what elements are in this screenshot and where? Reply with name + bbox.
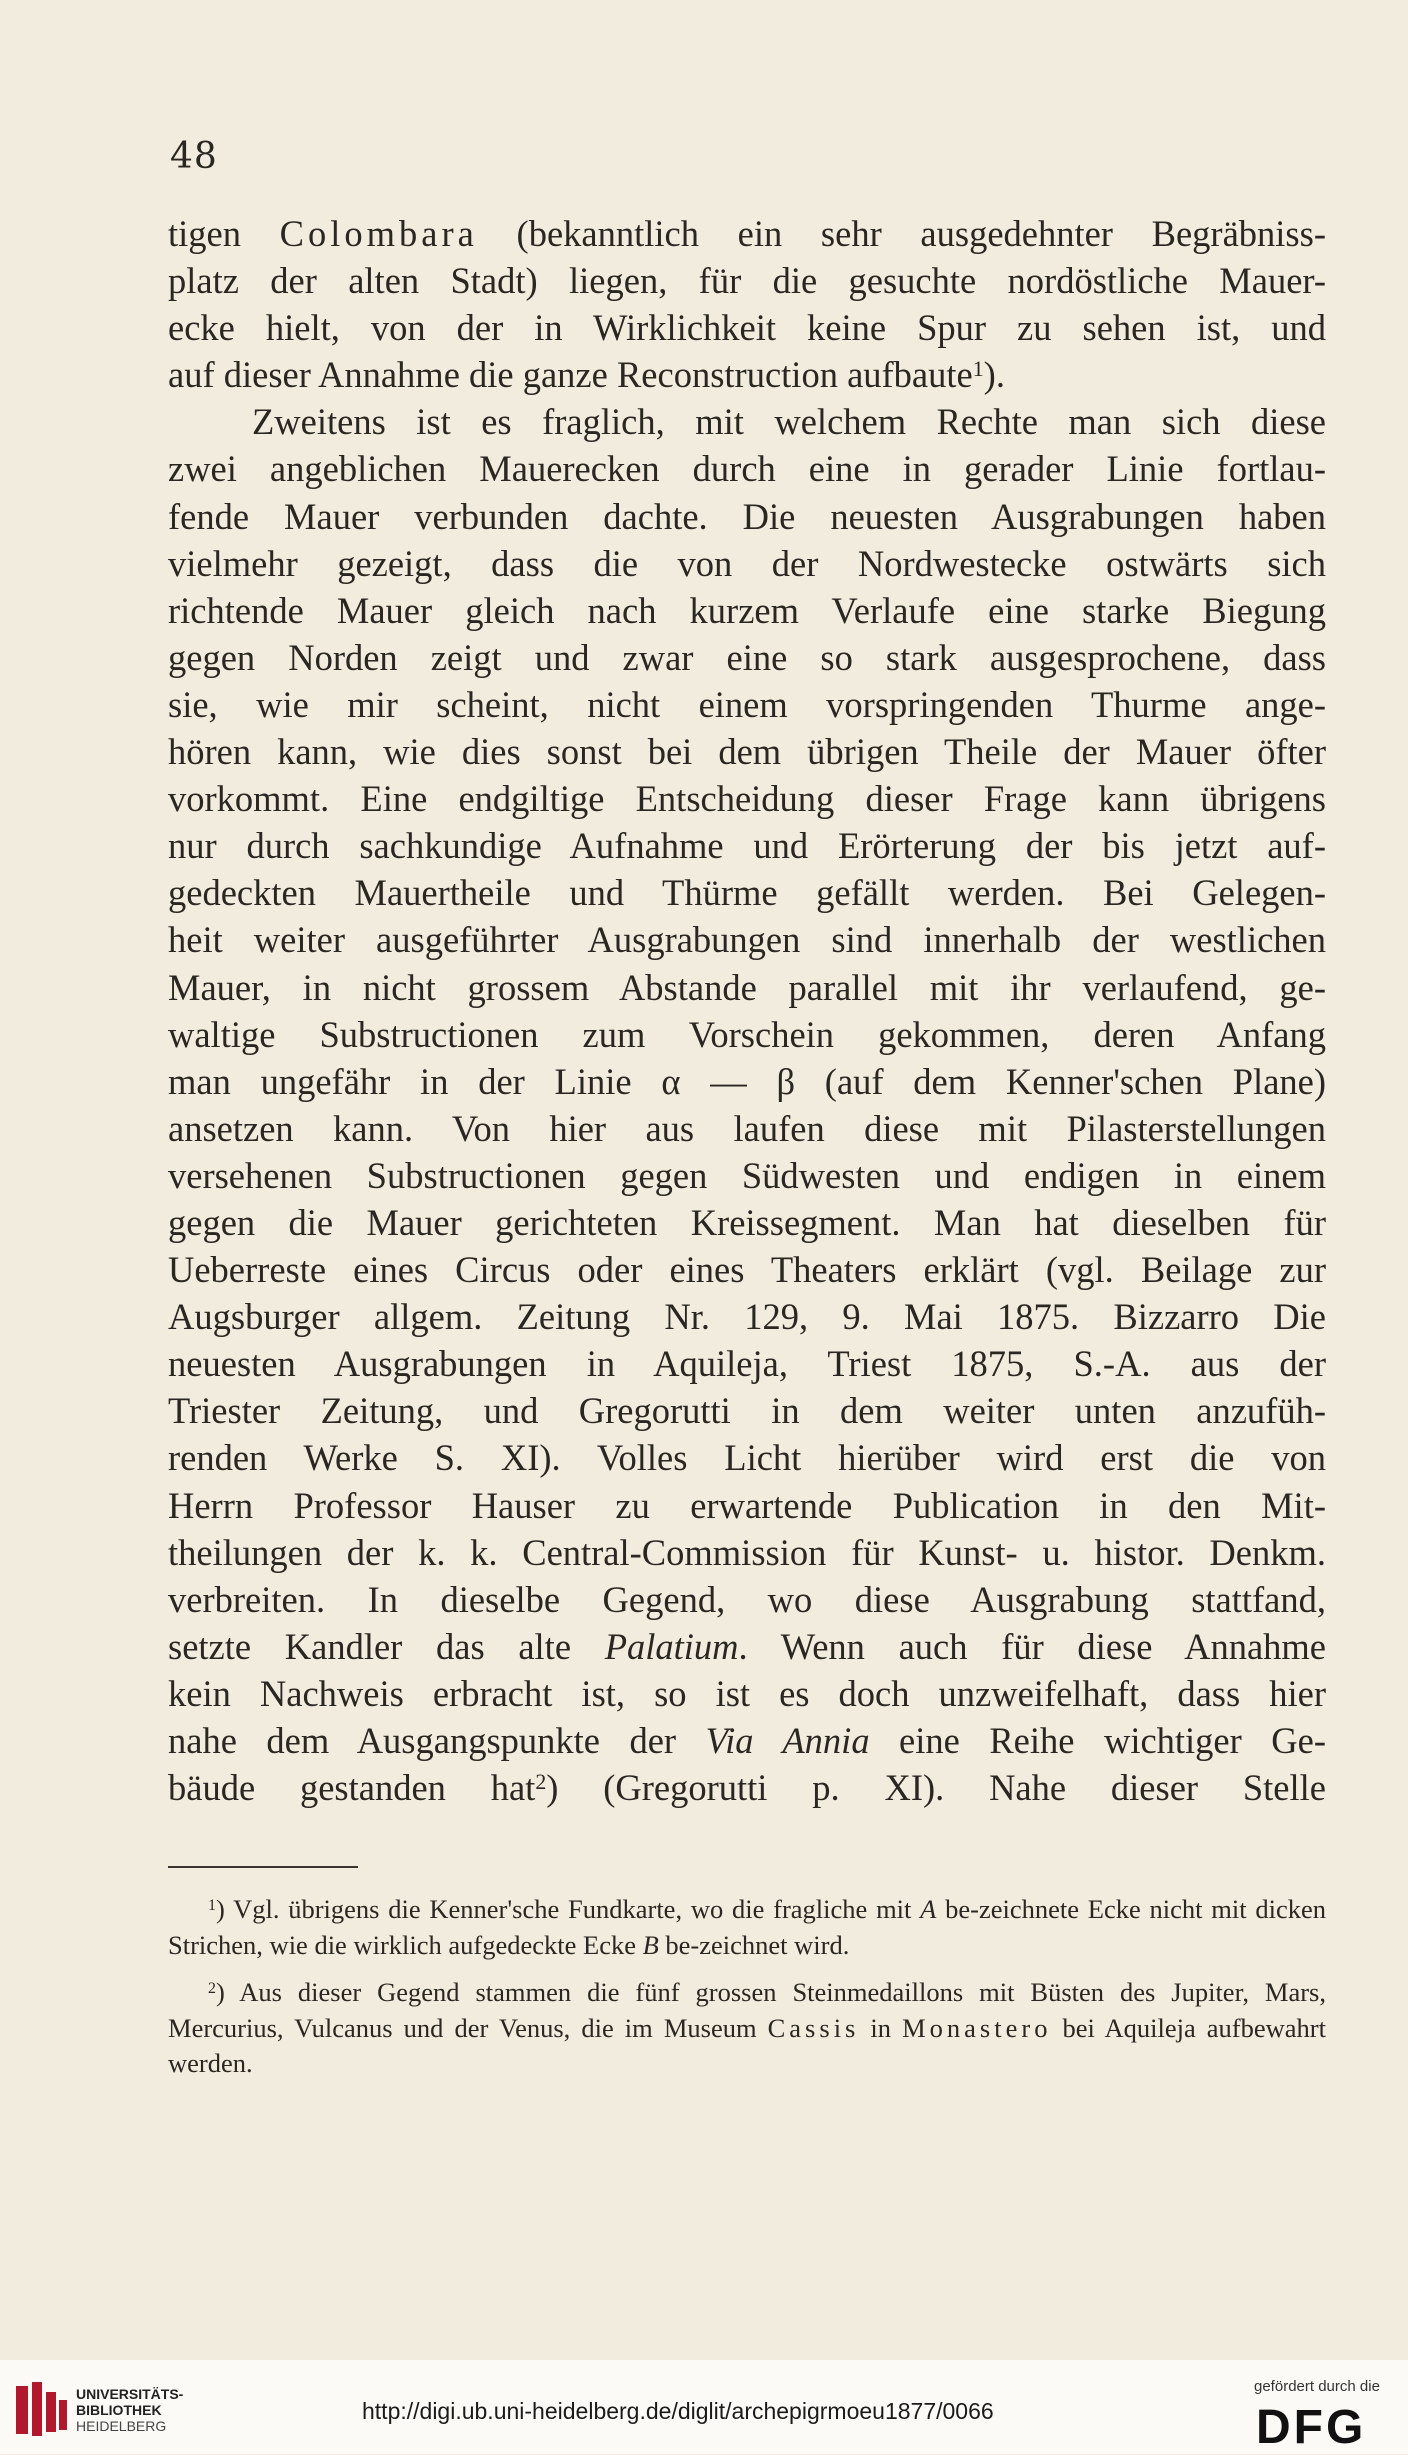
footnote-ref-1: 1 bbox=[972, 356, 984, 382]
text-line: waltige Substructionen zum Vorschein gekommen, deren Anfang bbox=[168, 1013, 1326, 1055]
text-line-last: bäude gestanden hat$^2$) (Gregorutti p. XI). Nahe dieser Stelle bbox=[168, 1767, 1326, 1809]
text-line: man ungefähr in der Linie α — β (auf dem Kenner'schen Plane) bbox=[168, 1060, 1326, 1102]
footnotes bbox=[168, 1892, 1326, 2094]
university-library-logo bbox=[12, 2378, 70, 2440]
text-line-palatium: setzte Kandler das alte Palatium. Wenn auch für diese Annahme bbox=[168, 1625, 1326, 1667]
footnote-1-mark: 1 bbox=[208, 1897, 216, 1915]
paragraph-1 bbox=[168, 210, 1326, 398]
text-line-via-annia: nahe dem Ausgangspunkte der Via Annia eine Reihe wichtiger Ge- bbox=[168, 1720, 1326, 1761]
text-line: Augsburger allgem. Zeitung Nr. 129, 9. Mai 1875. Bizzarro Die bbox=[168, 1296, 1326, 1338]
text-line: nur durch sachkundige Aufnahme und Erörterung der bis jetzt auf- bbox=[168, 825, 1326, 867]
text-line: zwei angeblichen Mauerecken durch eine in gerader Linie fortlau- bbox=[168, 448, 1326, 490]
source-url-link[interactable]: http://digi.ub.uni-heidelberg.de/diglit/archepigrmoeu1877/0066 bbox=[362, 2398, 994, 2424]
text-line: tigen Colombara (bekanntlich ein sehr ausgedehnter Begräbniss- bbox=[168, 213, 1326, 254]
library-name: UNIVERSITÄTS- BIBLIOTHEK HEIDELBERG bbox=[76, 2386, 184, 2434]
text-line: Herrn Professor Hauser zu erwartende Publication in den Mit- bbox=[168, 1484, 1326, 1526]
funding-caption: gefördert durch die bbox=[1254, 2378, 1380, 2395]
text-line: sie, wie mir scheint, nicht einem vorspringenden Thurme ange- bbox=[168, 683, 1326, 725]
text-line: ansetzen kann. Von hier aus laufen diese mit Pilasterstellungen bbox=[168, 1107, 1326, 1149]
italic-via-annia: Via Annia bbox=[705, 1720, 870, 1761]
text-line: ecke hielt, von der in Wirklichkeit keine Spur zu sehen ist, und bbox=[168, 307, 1326, 349]
text-line: gegen Norden zeigt und zwar eine so stark ausgesprochene, dass bbox=[168, 636, 1326, 678]
footnote-2: $^2$) Aus dieser Gegend stammen die fünf grossen Steinmedaillons mit Büsten des Jupiter, Mars, Mercurius, Vulcanus und der Venus, die im Museum Cassis in Monastero bei Aquileja aufbewahrt werden. bbox=[168, 1977, 1326, 2079]
italic-palatium: Palatium bbox=[604, 1625, 739, 1667]
text-line: platz der alten Stadt) liegen, für die gesuchte nordöstliche Mauer- bbox=[168, 260, 1326, 302]
text-line: vorkommt. Eine endgiltige Entscheidung dieser Frage kann übrigens bbox=[168, 778, 1326, 820]
text-line: Mauer, in nicht grossem Abstande parallel mit ihr verlaufend, ge- bbox=[168, 966, 1326, 1008]
text-line: versehenen Substructionen gegen Südwesten und endigen in einem bbox=[168, 1154, 1326, 1196]
text-line: hören kann, wie dies sonst bei dem übrigen Theile der Mauer öfter bbox=[168, 731, 1326, 773]
text-line: theilungen der k. k. Central-Commission für Kunst- u. histor. Denkm. bbox=[168, 1531, 1326, 1573]
text-line: richtende Mauer gleich nach kurzem Verlaufe eine starke Biegung bbox=[168, 589, 1326, 631]
text-line: Zweitens ist es fraglich, mit welchem Rechte man sich diese bbox=[252, 401, 1326, 443]
text-line: renden Werke S. XI). Volles Licht hierüber wird erst die von bbox=[168, 1437, 1326, 1479]
text-line: vielmehr gezeigt, dass die von der Nordwestecke ostwärts sich bbox=[168, 542, 1326, 584]
dfg-logo: DFG bbox=[1256, 2401, 1367, 2454]
footnote-ref-2: 2 bbox=[535, 1769, 547, 1795]
name-colombara: Colombara bbox=[279, 213, 478, 254]
digitization-footer bbox=[0, 2360, 1408, 2454]
text-line-nachweis: kein Nachweis erbracht ist, so ist es doch unzweifelhaft, dass hier bbox=[168, 1672, 1326, 1714]
text-line: heit weiter ausgeführter Ausgrabungen sind innerhalb der westlichen bbox=[168, 919, 1326, 961]
text-line: gegen die Mauer gerichteten Kreissegment. Man hat dieselben für bbox=[168, 1201, 1326, 1243]
text-line: Triester Zeitung, und Gregorutti in dem weiter unten anzufüh- bbox=[168, 1390, 1326, 1432]
footnote-1: $^1$) Vgl. übrigens die Kenner'sche Fundkarte, wo die fragliche mit A be-zeichnete Ecke nicht mit dicken Strichen, wie die wirklich aufgedeckte Ecke B be-zeichnet wird. bbox=[168, 1894, 1326, 1960]
footnote-separator bbox=[168, 1866, 358, 1868]
text-line: gedeckten Mauertheile und Thürme gefällt werden. Bei Gelegen- bbox=[168, 872, 1326, 914]
page-number: 48 bbox=[170, 136, 218, 177]
text-line: Ueberreste eines Circus oder eines Theaters erklärt (vgl. Beilage zur bbox=[168, 1249, 1326, 1291]
main-text bbox=[168, 210, 1326, 1811]
text-line: verbreiten. In dieselbe Gegend, wo diese Ausgrabung stattfand, bbox=[168, 1578, 1326, 1620]
text-line: neuesten Ausgrabungen in Aquileja, Triest 1875, S.-A. aus der bbox=[168, 1343, 1326, 1385]
paragraph-2 bbox=[168, 398, 1326, 1622]
footnote-2-mark: 2 bbox=[208, 1980, 216, 1998]
text-line: auf dieser Annahme die ganze Reconstruction aufbaute$^1$). bbox=[168, 354, 1005, 396]
text-line: fende Mauer verbunden dachte. Die neuesten Ausgrabungen haben bbox=[168, 495, 1326, 537]
